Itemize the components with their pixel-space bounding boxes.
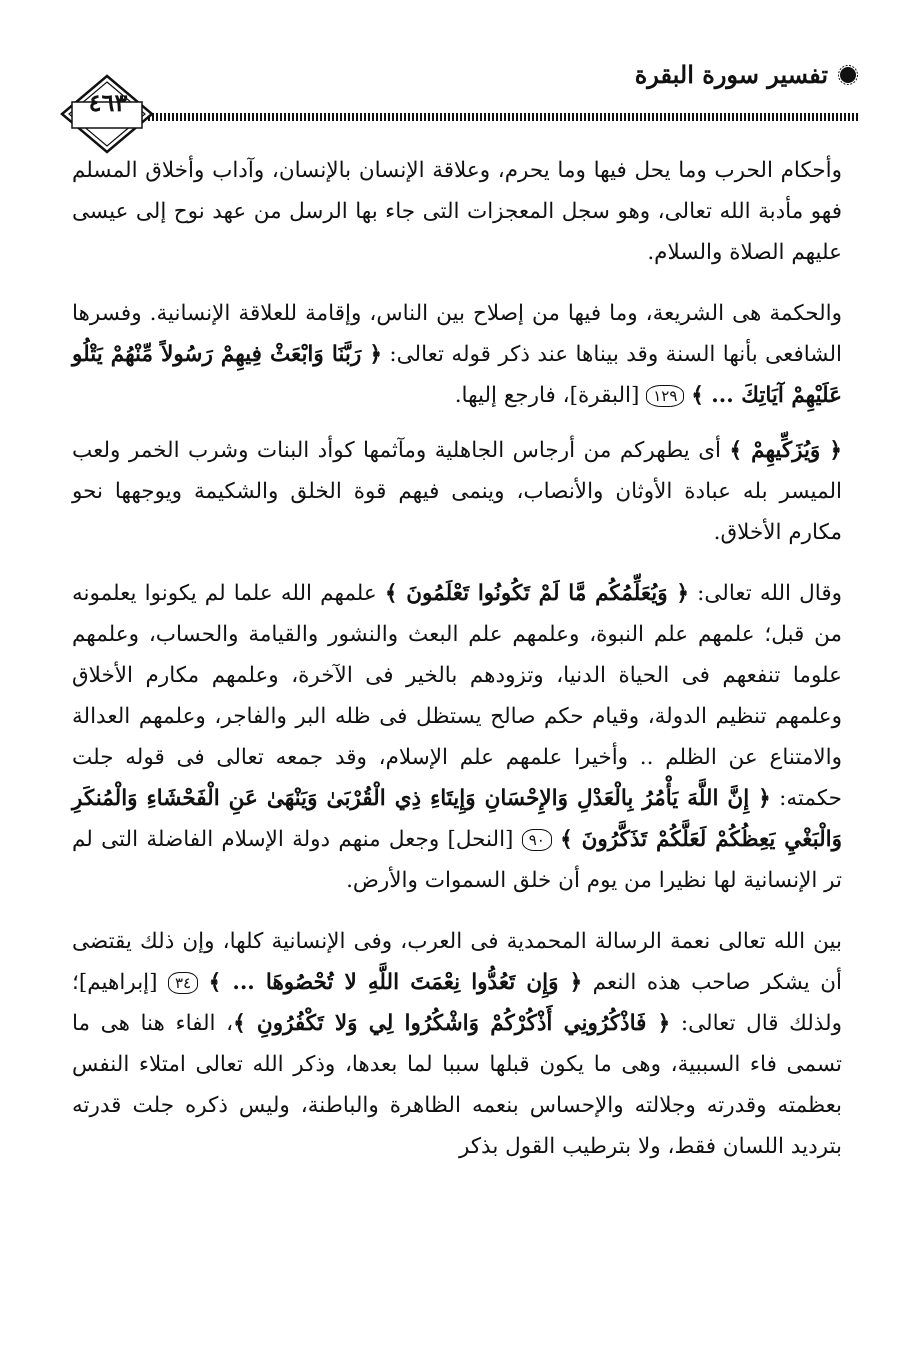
quran-verse: ﴿ وَيُعَلِّمُكُم مَّا لَمْ تَكُونُوا تَعْلَمُونَ ﴾ [384, 581, 689, 606]
quran-verse: ﴿ رَبَّنَا وَابْعَثْ فِيهِمْ رَسُولاً مِّنْهُمْ يَتْلُو عَلَيْهِمْ آيَاتِكَ ... ﴾ [72, 342, 842, 408]
quran-verse: ﴿ وَإِن تَعُدُّوا نِعْمَتَ اللَّهِ لا تُحْصُوهَا ... ﴾ [208, 970, 583, 995]
ornament-bullet-icon [838, 65, 858, 85]
quran-verse: ﴿ وَيُزَكِّيهِمْ ﴾ [729, 438, 842, 463]
paragraph-text: والحكمة هى الشريعة، وما فيها من إصلاح بين الناس، وإقامة للعلاقة الإنسانية. وفسرها الشافعى بأنها السنة وقد بيناها عند ذكر قوله تعالى: [72, 301, 842, 367]
paragraph-text: علمهم الله علما لم يكونوا يعلمونه من قبل؛ علمهم علم النبوة، وعلمهم علم البعث والنشور والقيامة والحساب، وعلمهم علوما تنفعهم فى الحياة الدنيا، وتزودهم بالخير فى الآخرة، وعلمهم مكارم الأخلاق وعلمهم تنظيم الدولة، وقيام حكم صالح يستظل فى ظله البر والفاجر، وعلمهم العدالة والامتناع عن الظلم .. وأخيرا علمهم علم الإسلام، وقد جمعه تعالى فى قوله جلت حكمته: [72, 581, 842, 811]
surah-reference: [إبراهيم] [78, 970, 158, 995]
quran-verse: ﴿ إِنَّ اللَّهَ يَأْمُرُ بِالْعَدْلِ وَالإِحْسَانِ وَإِيتَاءِ ذِي الْقُرْبَىٰ وَيَنْهَىٰ عَنِ الْفَحْشَاءِ وَالْمُنكَرِ وَالْبَغْيِ يَعِظُكُمْ لَعَلَّكُمْ تَذَكَّرُونَ ﴾ [72, 786, 842, 852]
paragraph [72, 430, 842, 553]
paragraph [72, 150, 842, 273]
surah-reference: [النحل] [447, 827, 514, 852]
paragraph-text: وأحكام الحرب وما يحل فيها وما يحرم، وعلاقة الإنسان بالإنسان، وآداب وأخلاق المسلم فهو مأدبة الله تعالى، وهو سجل المعجزات التى جاء بها الرسل من عهد نوح إلى عيسى عليهم الصلاة والسلام. [72, 158, 842, 265]
ayah-number-marker: ٩٠ [522, 829, 552, 851]
paragraph-text: وقال الله تعالى: [697, 581, 842, 606]
paragraph-text: بين الله تعالى نعمة الرسالة المحمدية فى العرب، وفى الإنسانية كلها، وإن ذلك يقتضى أن يشكر صاحب هذه النعم [72, 929, 842, 995]
page-number: ٤٦٣ [88, 88, 128, 117]
paragraph-text: ؛ ولذلك قال تعالى: [72, 970, 842, 1036]
paragraph [72, 293, 842, 416]
main-text [72, 150, 842, 1187]
header-rule [140, 113, 858, 121]
paragraph-text: ، فارجع إليها. [454, 383, 570, 408]
running-header [635, 60, 858, 89]
paragraph [72, 573, 842, 901]
paragraph-text: أى يطهركم من أرجاس الجاهلية ومآثمها كوأد البنات وشرب الخمر ولعب الميسر بله عبادة الأوثان والأنصاب، وينمى فيهم قوة الخلق والشكيمة ويوجهها نحو مكارم الأخلاق. [72, 438, 842, 545]
ayah-number-marker: ٣٤ [168, 972, 198, 994]
ayah-number-marker: ١٢٩ [646, 385, 684, 407]
surah-reference: [البقرة] [569, 383, 640, 408]
surah-title: تفسير سورة البقرة [634, 60, 828, 89]
paragraph-text: وجعل منهم دولة الإسلام الفاضلة التى لم تر الإنسانية لها نظيرا من يوم أن خلق السموات والأرض. [72, 827, 842, 893]
quran-verse: ﴿ فَاذْكُرُونِي أَذْكُرْكُمْ وَاشْكُرُوا لِي وَلا تَكْفُرُونِ ﴾ [233, 1011, 671, 1036]
paragraph [72, 921, 842, 1167]
paragraph-text: ، الفاء هنا هى ما تسمى فاء السببية، وهى ما يكون قبلها سببا لما بعدها، وذكر الله تعالى امتلاء النفس بعظمته وقدرته وجلالته والإحساس بنعمه الظاهرة والباطنة، وليس ذكره جلت قدرته بترديد اللسان فقط، ولا بترطيب القول بذكر [72, 1011, 842, 1159]
